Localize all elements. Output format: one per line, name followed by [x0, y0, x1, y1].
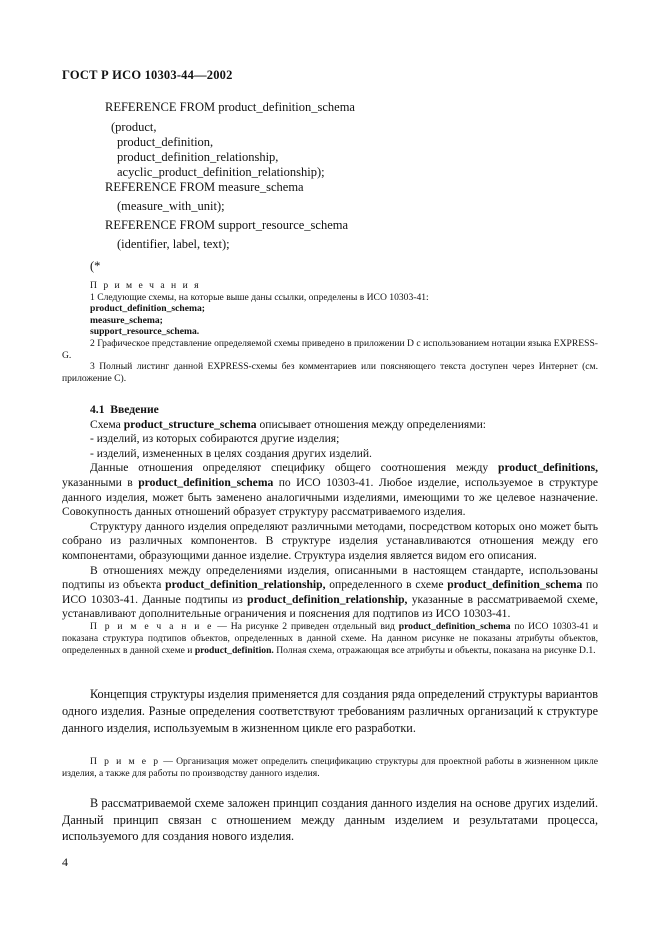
reference-product-definition: REFERENCE FROM product_definition_schema	[105, 100, 355, 114]
note-1: 1 Следующие схемы, на которые выше даны ссылки, определены в ИСО 10303-41:	[90, 291, 429, 303]
paragraph-concept: Концепция структуры изделия применяется для создания ряда определений структуры вариантов одного изделия. Разные определения соответствуют требованиям различных организаций к структуре данного изделия, используемым в жизненном цикле его разработки.	[62, 687, 598, 735]
page-number: 4	[62, 855, 68, 869]
note-2: 2 Графическое представление определяемой схемы приведено в приложении D с использованием нотации языка EXPRESS-G.	[62, 337, 598, 361]
notes-heading: П р и м е ч а н и я	[90, 280, 201, 291]
list-item: - изделий, из которых собираются другие изделия;	[90, 432, 340, 446]
standard-header: ГОСТ Р ИСО 10303-44—2002	[62, 68, 233, 82]
list-item: - изделий, измененных в целях создания других изделий.	[90, 446, 372, 460]
paragraph: В отношениях между определениями изделия, описанными в настоящем стандарте, использованы подтипы из объекта product_definition_relationship, определенного в схеме product_definition_schema по ИСО 10303-41. Данные подтипы из product_definition_relationship, указанные в рассматриваемой схеме, устанавливают дополнительные ограничения и пояснения для подтипов из ИСО 10303-41.	[62, 563, 599, 621]
section-4-1	[62, 403, 598, 622]
reference-support-resource: REFERENCE FROM support_resource_schema	[105, 218, 349, 232]
note-3: 3 Полный листинг данной EXPRESS-схемы без комментариев или поясняющего текста доступен через Интернет (см. приложение С).	[62, 361, 598, 384]
reference-item: (identifier, label, text);	[117, 237, 230, 251]
reference-item: product_definition_relationship,	[117, 150, 279, 164]
schema-name: product_definition_schema;	[90, 303, 205, 315]
note-figure-2: П р и м е ч а н и е — На рисунке 2 приведен отдельный вид product_definition_schema по ИСО 10303-41 и показана структура подтипов объектов, определенных в данной схеме. На данном рисунке не показаны атрибуты объектов, определенных в данной схеме и product_definition. Полная схема, отражающая все атрибуты и объекты, показана на рисунке D.1.	[62, 621, 599, 656]
reference-item: product_definition,	[117, 135, 214, 149]
paragraph: Данные отношения определяют специфику общего соотношения между product_definitions, указанными в product_definition_schema по ИСО 10303-41. Любое изделие, используемое в структуре данного изделия, может быть заменено аналогичными изделиями, имеющими то же целевое назначение. Совокупность данных отношений образует структуру рассматриваемого изделия.	[62, 461, 598, 519]
section-number: 4.1	[90, 403, 105, 416]
notes-block	[62, 280, 598, 384]
section-heading	[62, 403, 598, 418]
reference-item: (product,	[111, 120, 157, 134]
schema-name: measure_schema;	[90, 314, 163, 326]
reference-item: acyclic_product_definition_relationship);	[117, 165, 325, 179]
paragraph: Структуру данного изделия определяют различными методами, посредством которых оно может быть собрано из различных компонентов. В структуре изделия устанавливаются отношения между его компонентами, образующими данное изделие. Структура изделия является видом его описания.	[62, 519, 598, 562]
reference-measure: REFERENCE FROM measure_schema	[105, 180, 304, 194]
section-title: Введение	[110, 403, 159, 416]
schema-name: support_resource_schema.	[90, 326, 200, 338]
reference-item: (measure_with_unit);	[117, 199, 225, 213]
paragraph: Схема product_structure_schema описывает отношения между определениями:	[90, 417, 486, 431]
comment-open: (*	[90, 259, 101, 273]
example-block: П р и м е р — Организация может определить спецификацию структуры для проектной работы в жизненном цикле изделия, а также для работы по производству данного изделия.	[62, 756, 598, 779]
paragraph-principle: В рассматриваемой схеме заложен принцип создания данного изделия на основе других изделий. Данный принцип связан с отношением между данным изделием и результатами процесса, используемого для создания нового изделия.	[62, 796, 598, 844]
